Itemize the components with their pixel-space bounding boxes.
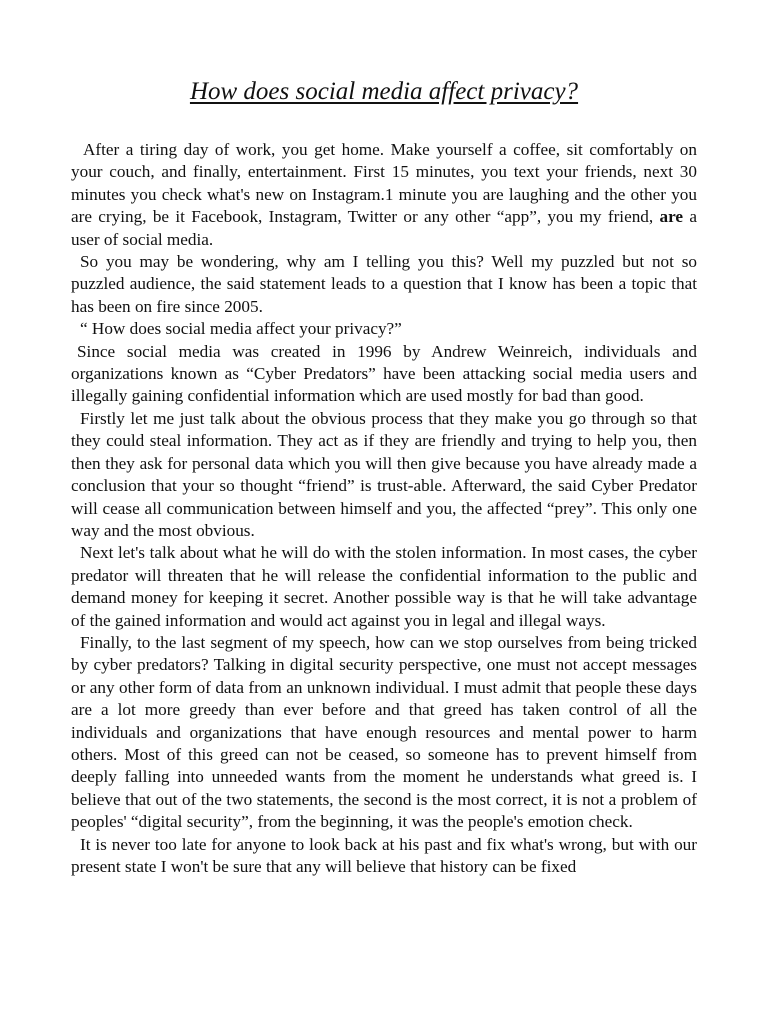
paragraph-intro-text: After a tiring day of work, you get home. Make yourself a coffee, sit comfortably on your couch, and finally, entertainment. First 15 minutes, you text your friends, next 30 minutes you check what's new on Instagram.1 minute you are laughing and the other you are crying, be it Facebook, Instagram, Twitter or any other “app”, you my friend,: [71, 140, 697, 227]
paragraph-stolen-info: Next let's talk about what he will do with the stolen information. In most cases, the cyber predator will threaten that he will release the confidential information to the public and demand money for keeping it secret. Another possible way is that he will take advantage of the gained information and would act against you in legal and illegal ways.: [71, 543, 697, 630]
document-title: How does social media affect privacy?: [189, 78, 579, 105]
bold-word: are: [659, 207, 684, 227]
paragraph-history: Since social media was created in 1996 by Andrew Weinreich, individuals and organizations known as “Cyber Predators” have been attacking social media users and illegally gaining confidential information which are used mostly for bad than good.: [71, 341, 697, 406]
paragraph-intro: [71, 139, 697, 251]
paragraph-conclusion: It is never too late for anyone to look back at his past and fix what's wrong, but with our present state I won't be sure that any will believe that history can be fixed: [71, 834, 697, 876]
paragraph-question-lead: So you may be wondering, why am I telling you this? Well my puzzled but not so puzzled audience, the said statement leads to a question that I know has been a topic that has been on fire since 2005.: [71, 252, 697, 316]
paragraph-process: Firstly let me just talk about the obvious process that they make you go through so that they could steal information. They act as if they are friendly and trying to help you, then then they ask for personal data which you will then give because you have already made a conclusion that your so thought “friend” is trust-able. Afterward, the said Cyber Predator will cease all communication between himself and you, the affected “prey”. This only one way and the most obvious.: [71, 408, 697, 540]
paragraph-question: “ How does social media affect your privacy?”: [80, 319, 402, 339]
paragraph-prevention: Finally, to the last segment of my speech, how can we stop ourselves from being tricked by cyber predators? Talking in digital security perspective, one must not accept messages or any other form of data from an unknown individual. I must admit that people these days are a lot more greedy than ever before and that greed has taken control of all the individuals and organizations that have enough resources and mental power to harm others. Most of this greed can not be ceased, so someone has to prevent himself from deeply falling into unneeded wants from the moment he understands what greed is. I believe that out of the two statements, the second is the most correct, it is not a problem of peoples' “digital security”, from the beginning, it was the people's emotion check.: [71, 632, 697, 832]
document-body: [71, 139, 697, 878]
paragraph-intro-end: a user of social media.: [71, 207, 697, 249]
